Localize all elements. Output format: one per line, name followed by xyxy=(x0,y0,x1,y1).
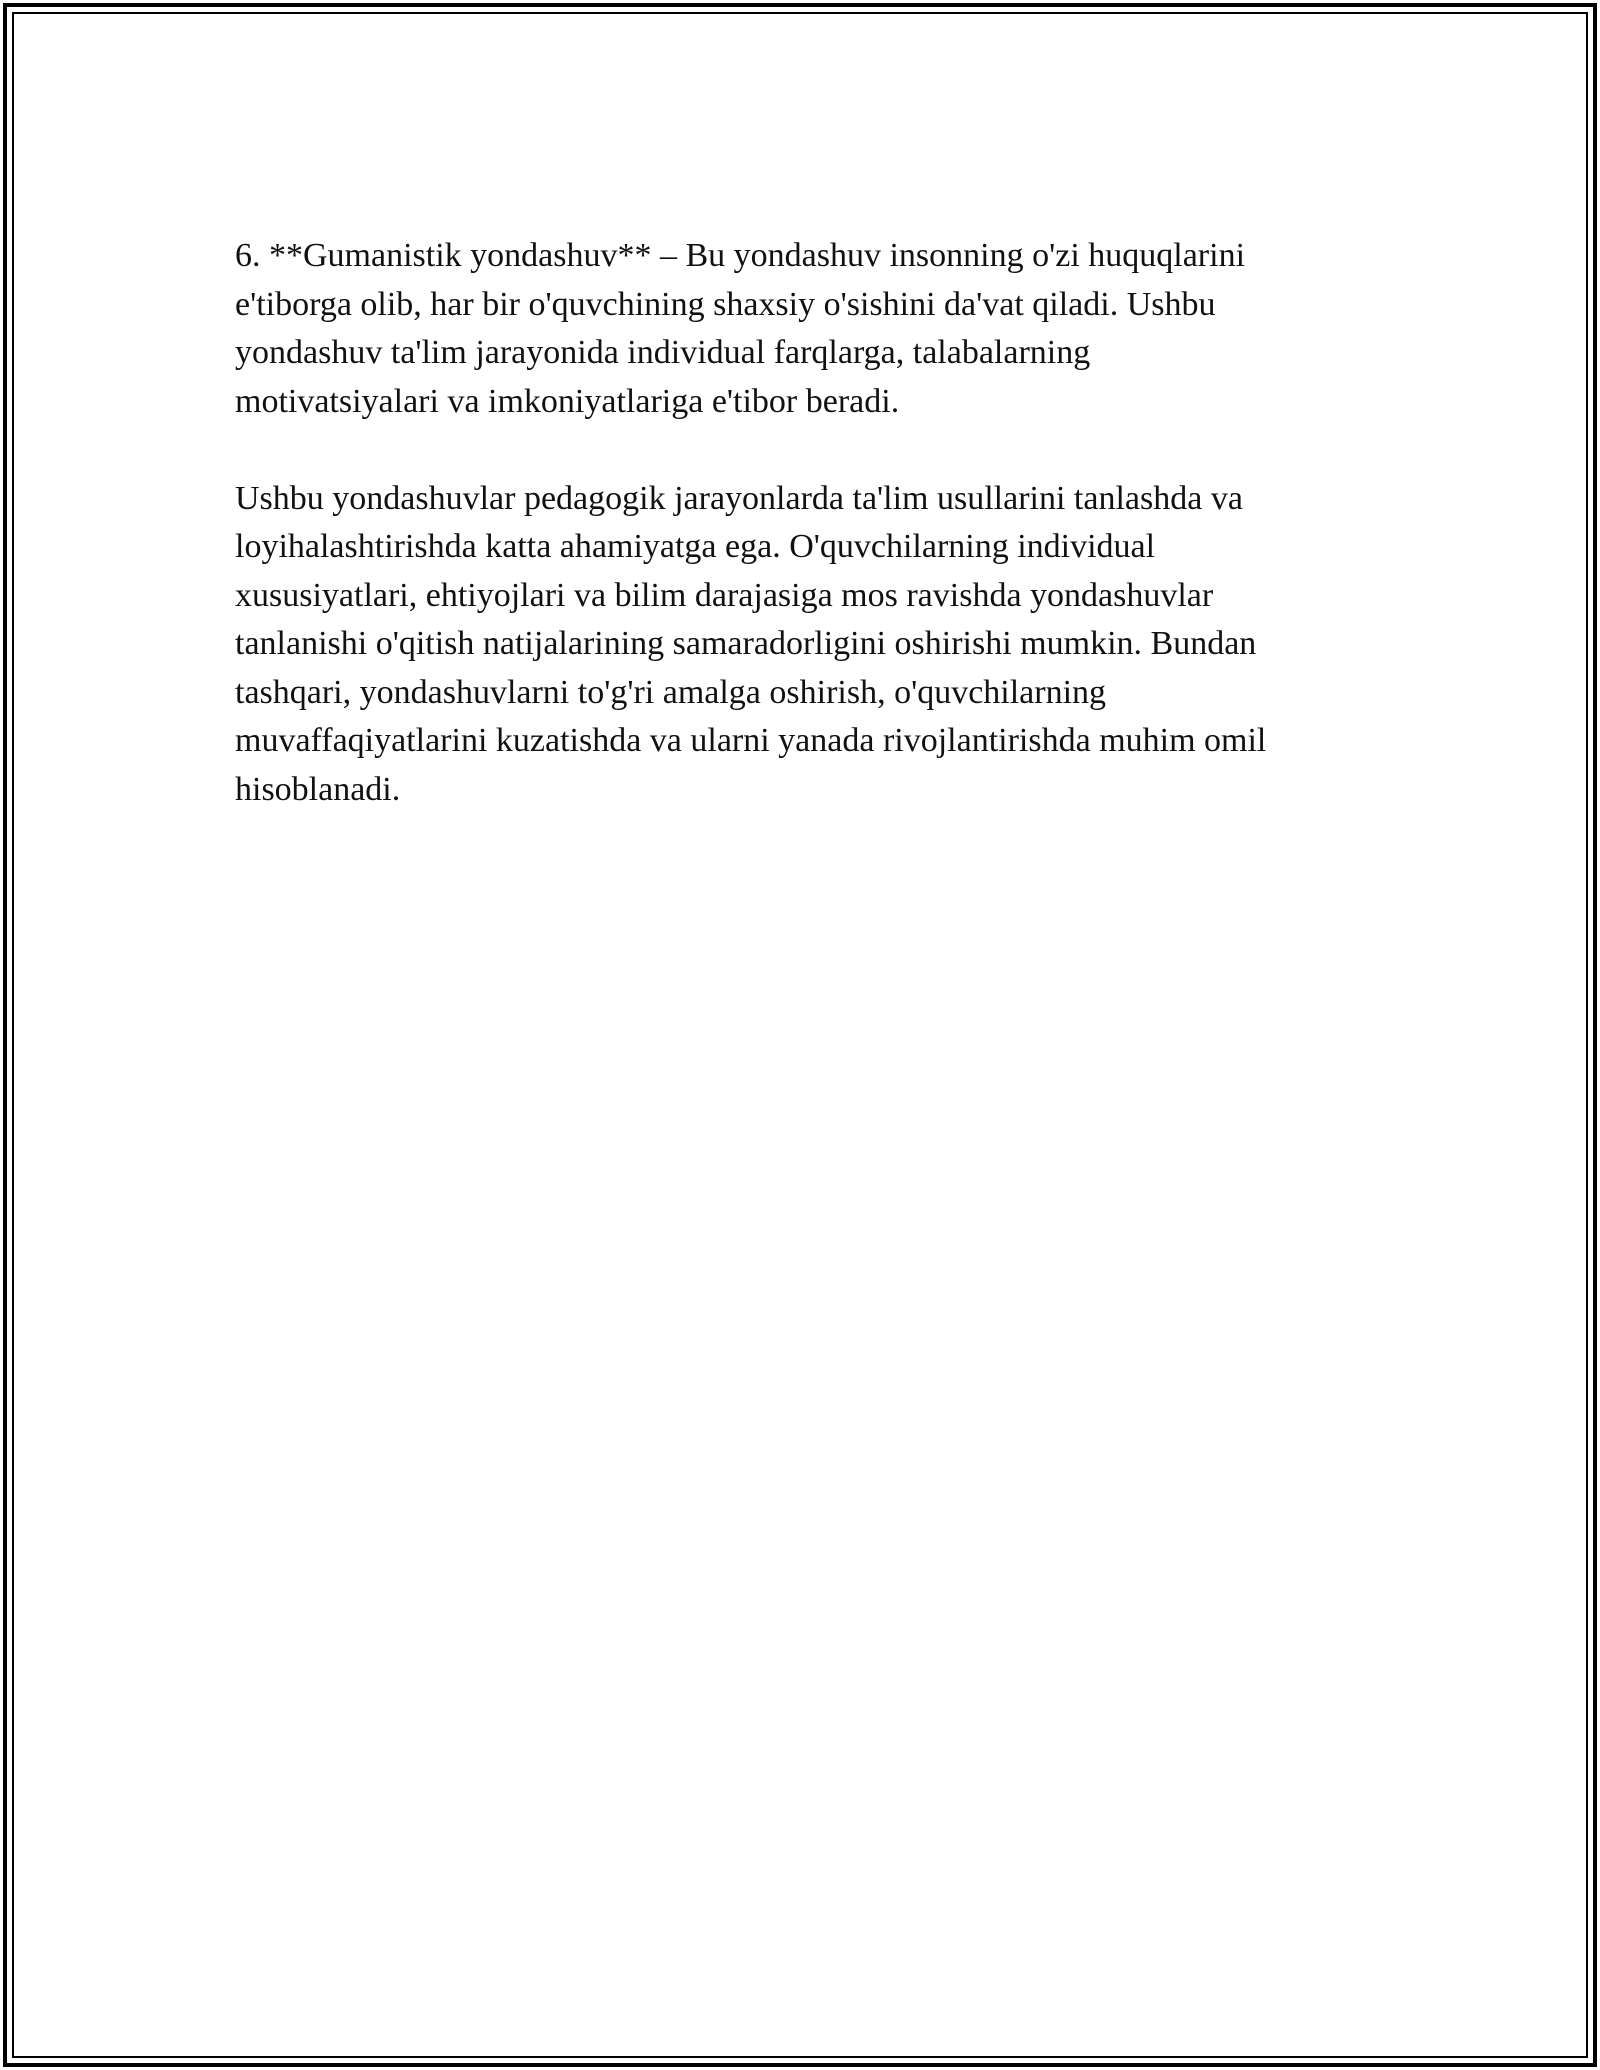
paragraph-conclusion xyxy=(235,475,1365,815)
text-line: loyihalashtirishda katta ahamiyatga ega. O'quvchilarning individual xyxy=(235,528,1156,565)
text-line: Ushbu yondashuvlar pedagogik jarayonlarda ta'lim usullarini tanlashda va xyxy=(235,479,1243,517)
text-line: hisoblanadi. xyxy=(235,770,401,808)
paragraph-gumanistik-yondashuv xyxy=(235,232,1365,426)
text-line: yondashuv ta'lim jarayonida individual farqlarga, talabalarning xyxy=(235,334,1091,371)
text-line: muvaffaqiyatlarini kuzatishda va ularni yanada rivojlantirishda muhim omil xyxy=(235,722,1267,759)
text-line: xususiyatlari, ehtiyojlari va bilim darajasiga mos ravishda yondashuvlar xyxy=(235,576,1214,614)
text-line: e'tiborga olib, har bir o'quvchining shaxsiy o'sishini da'vat qiladi. Ushbu xyxy=(235,285,1216,323)
text-line: tanlanishi o'qitish natijalarining samaradorligini oshirishi mumkin. Bundan xyxy=(235,625,1257,662)
text-line: tashqari, yondashuvlarni to'g'ri amalga oshirish, o'quvchilarning xyxy=(235,673,1107,711)
text-line: motivatsiyalari va imkoniyatlariga e'tibor beradi. xyxy=(235,382,900,420)
text-line: 6. **Gumanistik yondashuv** – Bu yondashuv insonning o'zi huquqlarini xyxy=(235,237,1246,274)
document-body xyxy=(235,232,1365,814)
